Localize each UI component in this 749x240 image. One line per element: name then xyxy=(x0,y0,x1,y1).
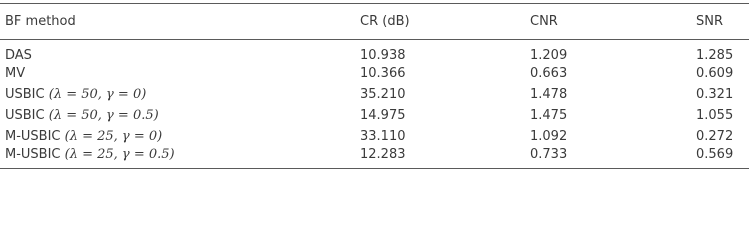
row-method-cell xyxy=(0,126,360,147)
cnr-cell: 0.733 xyxy=(530,147,696,169)
cr-cell: 35.210 xyxy=(360,87,406,102)
cr-cell: 10.938 xyxy=(360,48,406,63)
header-cr: CR (dB) xyxy=(360,4,530,40)
row-method-cell xyxy=(0,40,360,64)
cnr-cell: 1.209 xyxy=(530,48,568,63)
cnr-cell: 0.663 xyxy=(530,66,568,81)
cr-cell: 14.975 xyxy=(360,108,406,123)
snr-cell: 1.055 xyxy=(696,108,734,123)
table-row xyxy=(0,63,749,84)
header-snr: SNR xyxy=(696,4,749,40)
snr-cell: 1.285 xyxy=(696,48,734,63)
header-bf-method: BF method xyxy=(0,4,360,40)
cr-cell: 12.283 xyxy=(360,147,530,169)
method-params: (λ = 50, γ = 0) xyxy=(48,87,147,102)
snr-cell: 0.272 xyxy=(696,129,734,144)
cr-cell: 33.110 xyxy=(360,129,406,144)
snr-cell: 0.609 xyxy=(696,66,734,81)
method-params: (λ = 50, γ = 0.5) xyxy=(48,108,159,123)
table-header-row xyxy=(0,4,749,40)
table-row xyxy=(0,84,749,105)
cnr-cell: 1.092 xyxy=(530,129,568,144)
snr-cell: 0.569 xyxy=(696,147,749,169)
method-params: (λ = 25, γ = 0) xyxy=(64,129,163,144)
row-method-cell xyxy=(0,105,360,126)
table-row xyxy=(0,40,749,64)
table-row xyxy=(0,147,749,169)
row-method-cell xyxy=(0,147,360,169)
method-name: DAS xyxy=(5,48,32,63)
header-cnr: CNR xyxy=(530,4,696,40)
table-row xyxy=(0,126,749,147)
cnr-cell: 1.475 xyxy=(530,108,568,123)
method-name: USBIC xyxy=(5,87,45,102)
method-name: MV xyxy=(5,66,26,81)
row-method-cell xyxy=(0,63,360,84)
cr-cell: 10.366 xyxy=(360,66,406,81)
method-params: (λ = 25, γ = 0.5) xyxy=(64,147,175,162)
table-row xyxy=(0,105,749,126)
method-name: USBIC xyxy=(5,108,45,123)
cnr-cell: 1.478 xyxy=(530,87,568,102)
results-table xyxy=(0,3,749,169)
method-name: M-USBIC xyxy=(5,147,61,162)
method-name: M-USBIC xyxy=(5,129,61,144)
row-method-cell xyxy=(0,84,360,105)
snr-cell: 0.321 xyxy=(696,87,734,102)
